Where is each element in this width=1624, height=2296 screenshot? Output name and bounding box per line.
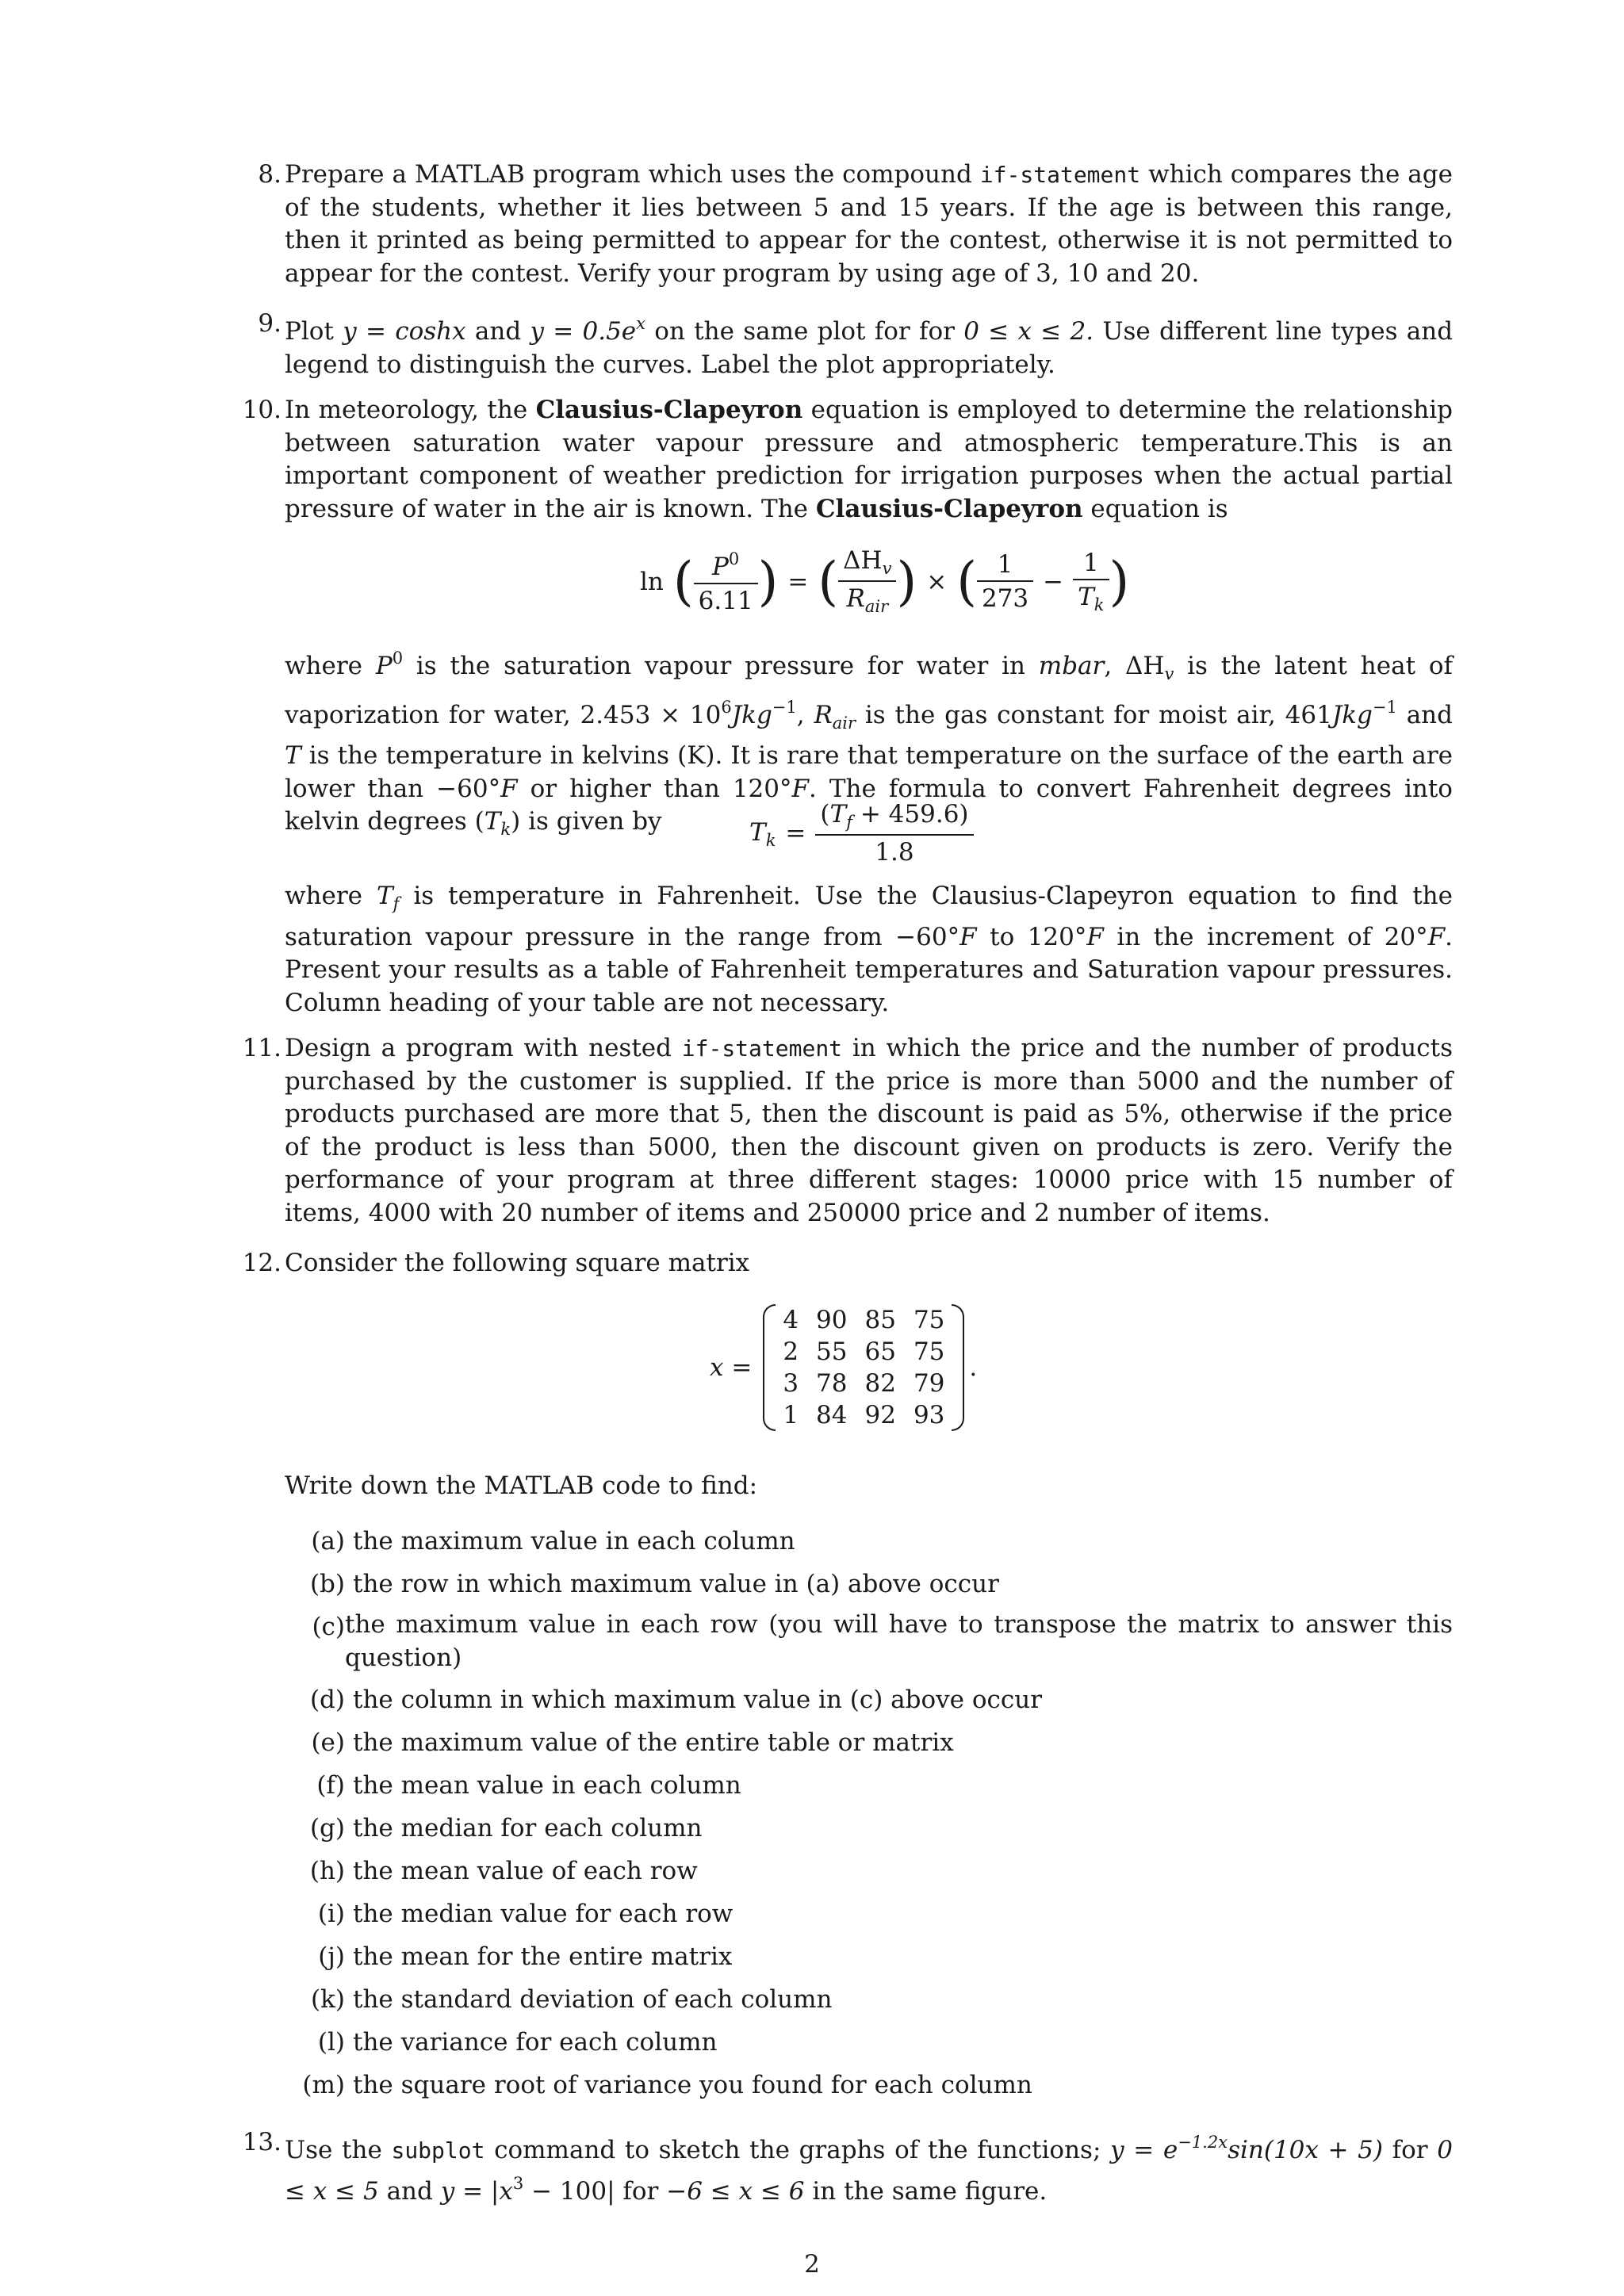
matrix-cell: 75 (913, 1337, 945, 1366)
sub-question-text: the maximum value in each column (353, 1527, 795, 1556)
sub-question (285, 1686, 1453, 1714)
sub-question-label: (d) (309, 1686, 345, 1714)
matrix-row (774, 1336, 953, 1368)
sub-question-text: the variance for each column (353, 2028, 718, 2057)
sub-question (285, 1527, 1453, 1556)
sub-question-label: (c) (312, 1613, 345, 1641)
sub-question-text: the median value for each row (353, 1900, 733, 1928)
sub-question-label: (m) (302, 2071, 345, 2099)
matrix-cell: 55 (816, 1337, 848, 1366)
question-text: Write down the MATLAB code to find: (285, 1471, 758, 1500)
matrix-cell: 1 (783, 1401, 799, 1429)
question-9 (236, 308, 1453, 381)
matrix-cell: 92 (864, 1401, 896, 1429)
sub-question-label: (g) (309, 1814, 345, 1843)
sub-question (285, 1942, 1453, 1971)
matrix-cell: 84 (816, 1401, 848, 1429)
sub-question-label: (e) (311, 1728, 345, 1757)
question-10-instructions (236, 880, 1453, 1020)
question-12 (236, 1247, 1453, 1280)
sub-question-text: the column in which maximum value in (c) above occur (353, 1686, 1043, 1714)
matrix-cell: 82 (864, 1369, 896, 1398)
question-text: Use the subplot command to sketch the graphs of the functions; $y = e^{-1.2x}\sin(10x + 5)$ for 0 ≤ x ≤ 5 and $y = |x^3 - 100|$ for −6 ≤ x ≤ 6 in the same figure. (285, 2133, 1453, 2206)
question-number: 8. (258, 160, 282, 189)
clausius-clapeyron-equation: ln ( $\frac{P^0}{6.11}$ ) = ( $\frac{\Delta H_v}{R_{air}}$ ) × ( $\frac{1}{273}$ − $\frac{1}{T_k}$ ) (640, 546, 1130, 616)
page-number: 2 (804, 2250, 820, 2279)
sub-question-label: (k) (311, 1985, 345, 2014)
matrix-cell: 65 (864, 1337, 896, 1366)
matrix-cell: 85 (864, 1306, 896, 1334)
sub-question (285, 1900, 1453, 1928)
question-number: 11. (242, 1034, 282, 1062)
sub-question (285, 2028, 1453, 2057)
question-number: 13. (242, 2128, 282, 2156)
sub-question (285, 1857, 1453, 1885)
sub-question-label: (f) (316, 1771, 345, 1800)
question-8 (236, 159, 1453, 290)
sub-question-text: the median for each column (353, 1814, 703, 1843)
sub-question (285, 1814, 1453, 1843)
code-term: if-statement (979, 162, 1141, 188)
matrix-cell: 79 (913, 1369, 945, 1398)
matrix-row (774, 1368, 953, 1399)
question-text: Consider the following square matrix (285, 1249, 750, 1277)
sub-question-text: the mean value of each row (353, 1857, 698, 1885)
matrix-row (774, 1399, 953, 1431)
question-number: 12. (242, 1249, 282, 1277)
question-10 (236, 394, 1453, 526)
sub-question-label: (l) (317, 2028, 345, 2057)
sub-question (285, 1570, 1453, 1598)
matrix-row (774, 1304, 953, 1336)
sub-question-label: (i) (317, 1900, 345, 1928)
sub-question-label: (h) (309, 1857, 345, 1885)
sub-question (285, 1610, 1453, 1674)
matrix-cell: 4 (783, 1306, 799, 1334)
question-text: Plot y = coshx and $y = 0.5e^x$ on the same plot for for 0 ≤ x ≤ 2. Use different line types and legend to distinguish the curves. Label the plot appropriately. (285, 314, 1454, 379)
sub-question-text: the square root of variance you found for each column (353, 2071, 1032, 2099)
sub-question-label: (j) (318, 1942, 345, 1971)
question-12-write (236, 1470, 1453, 1503)
question-text: In meteorology, the Clausius-Clapeyron equation is employed to determine the relationship between saturation water vapour pressure and atmospheric temperature.This is an important component of weather prediction for irrigation purposes when the actual partial pressure of water in the air is known. The Clausius-Clapeyron equation is (285, 396, 1453, 523)
code-term: subplot (391, 2137, 485, 2164)
sub-question (285, 1728, 1453, 1757)
question-13 (236, 2126, 1453, 2208)
sub-question-text: the maximum value of the entire table or matrix (353, 1728, 954, 1757)
sub-question-text: the row in which maximum value in (a) above occur (353, 1570, 999, 1598)
matrix-cell: 78 (816, 1369, 848, 1398)
question-text: where $T_f$ is temperature in Fahrenheit. Use the Clausius-Clapeyron equation to find the saturation vapour pressure in the range from −60°F to 120°F in the increment of 20°F. Present your results as a table of Fahrenheit temperatures and Saturation vapour pressures. Column heading of your table are not necessary. (285, 882, 1453, 1017)
matrix-cell: 3 (783, 1369, 799, 1398)
kelvin-conversion-equation: $T_k$ = $\frac{(T_f + 459.6)}{1.8}$ (749, 802, 974, 865)
matrix-cell: 90 (816, 1306, 848, 1334)
question-number: 9. (258, 309, 282, 338)
question-number: 10. (242, 396, 282, 424)
sub-question-label: (b) (309, 1570, 345, 1598)
sub-question (285, 2071, 1453, 2099)
matrix-cell: 93 (913, 1401, 945, 1429)
question-text: where $P^0$ is the saturation vapour pressure for water in mbar, $\Delta H_v$ is the latent heat of vaporization for water, $2.453 \times 10^6Jkg^{-1}$, $R_{air}$ is the gas constant for moist air, 461Jkg$^{-1}$ and T is the temperature in kelvins (K). It is rare that temperature on the surface of the earth are lower than −60°F or higher than 120°F. The formula to convert Fahrenheit degrees into kelvin degrees $(T_k)$ is given by (285, 649, 1453, 839)
question-text: Design a program with nested if-statement in which the price and the number of products purchased by the customer is supplied. If the price is more than 5000 and the number of products purchased are more that 5, then the discount is paid as 5%, otherwise if the price of the product is less than 5000, then the discount given on products is zero. Verify the performance of your program at three different stages: 10000 price with 15 number of items, 4000 with 20 number of items and 250000 price and 2 number of items. (285, 1034, 1453, 1227)
sub-question-text: the maximum value in each row (you will have to transpose the matrix to answer this question) (345, 1610, 1453, 1672)
matrix-cell: 75 (913, 1306, 945, 1334)
sub-question-text: the standard deviation of each column (353, 1985, 833, 2014)
question-11 (236, 1032, 1453, 1230)
code-term: if-statement (681, 1035, 843, 1062)
question-text: Prepare a MATLAB program which uses the compound if-statement which compares the age of the students, whether it lies between 5 and 15 years. If the age is between this range, then it printed as being permitted to appear for the contest, otherwise it is not permitted to appear for the contest. Verify your program by using age of 3, 10 and 20. (285, 160, 1453, 288)
matrix-cell: 2 (783, 1337, 799, 1366)
square-matrix: x = 4 90 85 75 2 55 65 75 3 78 82 79 1 84 92 93 . (710, 1306, 978, 1429)
sub-question-text: the mean for the entire matrix (353, 1942, 733, 1971)
sub-question-label: (a) (311, 1527, 345, 1556)
sub-question (285, 1985, 1453, 2014)
sub-question-text: the mean value in each column (353, 1771, 741, 1800)
sub-question (285, 1771, 1453, 1800)
